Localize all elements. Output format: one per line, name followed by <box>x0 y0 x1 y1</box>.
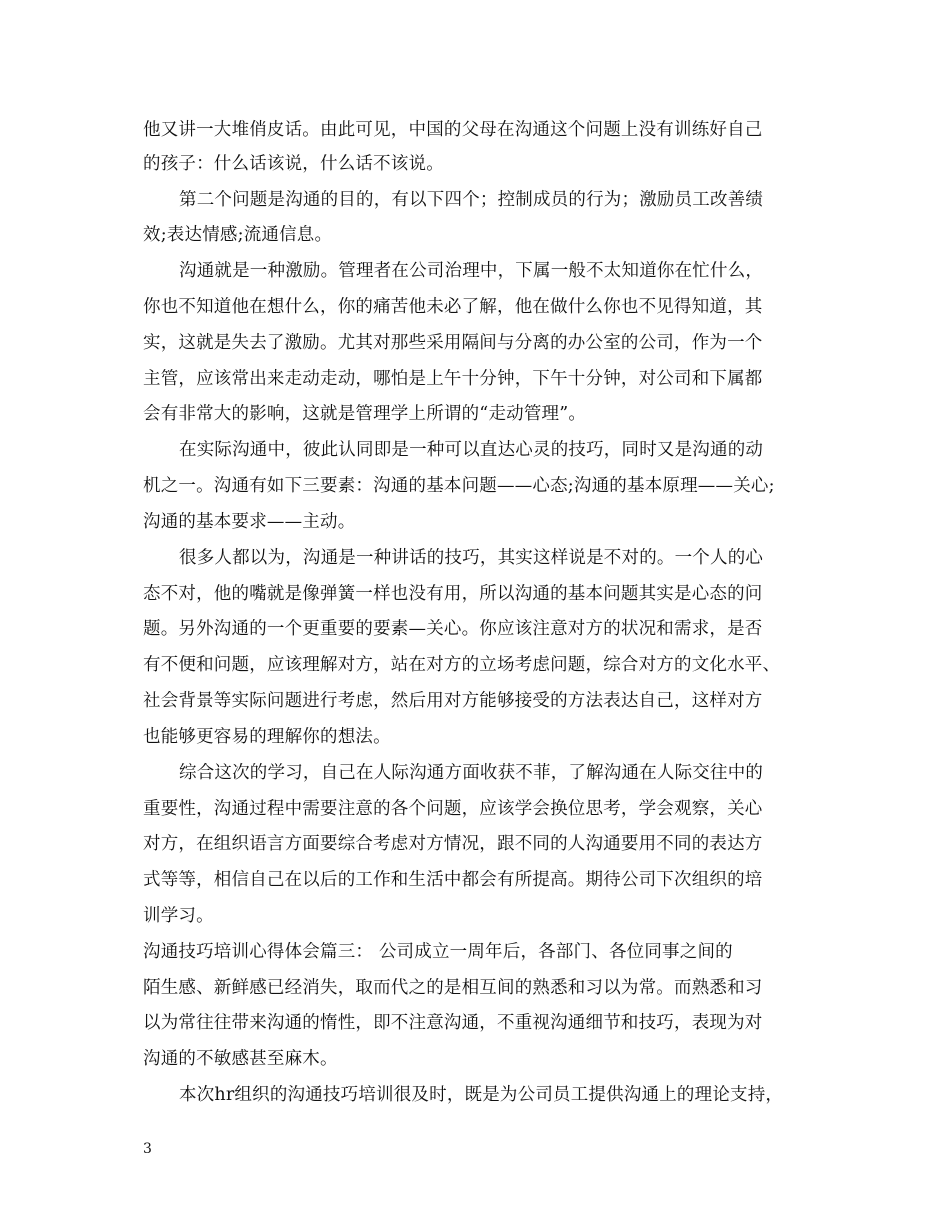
paragraph-first-line: 综合这次的学习，自己在人际沟通方面收获不菲，了解沟通在人际交往中的 <box>179 763 764 783</box>
text-line: 对方，在组织语言方面要综合考虑对方情况，跟不同的人沟通要用不同的表达方 <box>143 834 763 854</box>
page-number: 3 <box>143 1141 152 1157</box>
text-line: 重要性，沟通过程中需要注意的各个问题，应该学会换位思考，学会观察，关心 <box>143 799 763 819</box>
paragraph-first-line: 沟通就是一种激励。管理者在公司治理中，下属一般不太知道你在忙什么， <box>179 261 764 281</box>
text-line: 会有非常大的影响，这就是管理学上所谓的“走动管理”。 <box>143 404 587 424</box>
text-line: 机之一。沟通有如下三要素：沟通的基本问题——心态;沟通的基本原理——关心; <box>143 476 775 496</box>
paragraph-first-line: 在实际沟通中，彼此认同即是一种可以直达心灵的技巧，同时又是沟通的动 <box>179 440 764 460</box>
text-line: 题。另外沟通的一个更重要的要素—关心。你应该注意对方的状况和需求，是否 <box>143 619 763 639</box>
text-line: 沟通的基本要求——主动。 <box>143 512 356 532</box>
text-line: 式等等，相信自己在以后的工作和生活中都会有所提高。期待公司下次组织的培 <box>143 870 763 890</box>
paragraph-first-line: 第二个问题是沟通的目的，有以下四个；控制成员的行为；激励员工改善绩 <box>179 190 764 210</box>
text-line: 态不对，他的嘴就是像弹簧一样也没有用，所以沟通的基本问题其实是心态的问 <box>143 584 763 604</box>
text-line: 也能够更容易的理解你的想法。 <box>143 727 391 747</box>
text-line: 你也不知道他在想什么，你的痛苦他未必了解，他在做什么你也不见得知道，其 <box>143 297 763 317</box>
text-line: 沟通的不敏感甚至麻木。 <box>143 1049 338 1069</box>
text-line: 主管，应该常出来走动走动，哪怕是上午十分钟，下午十分钟，对公司和下属都 <box>143 369 763 389</box>
paragraph-first-line: 很多人都以为，沟通是一种讲话的技巧，其实这样说是不对的。一个人的心 <box>179 548 764 568</box>
text-line: 实，这就是失去了激励。尤其对那些采用隔间与分离的办公室的公司，作为一个 <box>143 333 763 353</box>
text-line: 陌生感、新鲜感已经消失，取而代之的是相互间的熟悉和习以为常。而熟悉和习 <box>143 978 763 998</box>
text-line: 训学习。 <box>143 906 214 926</box>
text-line: 以为常往往带来沟通的惰性，即不注意沟通，不重视沟通细节和技巧，表现为对 <box>143 1013 763 1033</box>
text-line: 有不便和问题，应该理解对方，站在对方的立场考虑问题，综合对方的文化水平、 <box>143 655 781 675</box>
paragraph-first-line: 本次hr组织的沟通技巧培训很及时，既是为公司员工提供沟通上的理论支持， <box>179 1085 784 1105</box>
section-heading-line: 沟通技巧培训心得体会篇三： 公司成立一周年后，各部门、各位同事之间的 <box>143 942 733 962</box>
text-line: 的孩子：什么话该说，什么话不该说。 <box>143 154 444 174</box>
text-line: 效;表达情感;流通信息。 <box>143 225 333 245</box>
text-line: 社会背景等实际问题进行考虑，然后用对方能够接受的方法表达自己，这样对方 <box>143 691 763 711</box>
text-line: 他又讲一大堆俏皮话。由此可见，中国的父母在沟通这个问题上没有训练好自己 <box>143 120 763 140</box>
